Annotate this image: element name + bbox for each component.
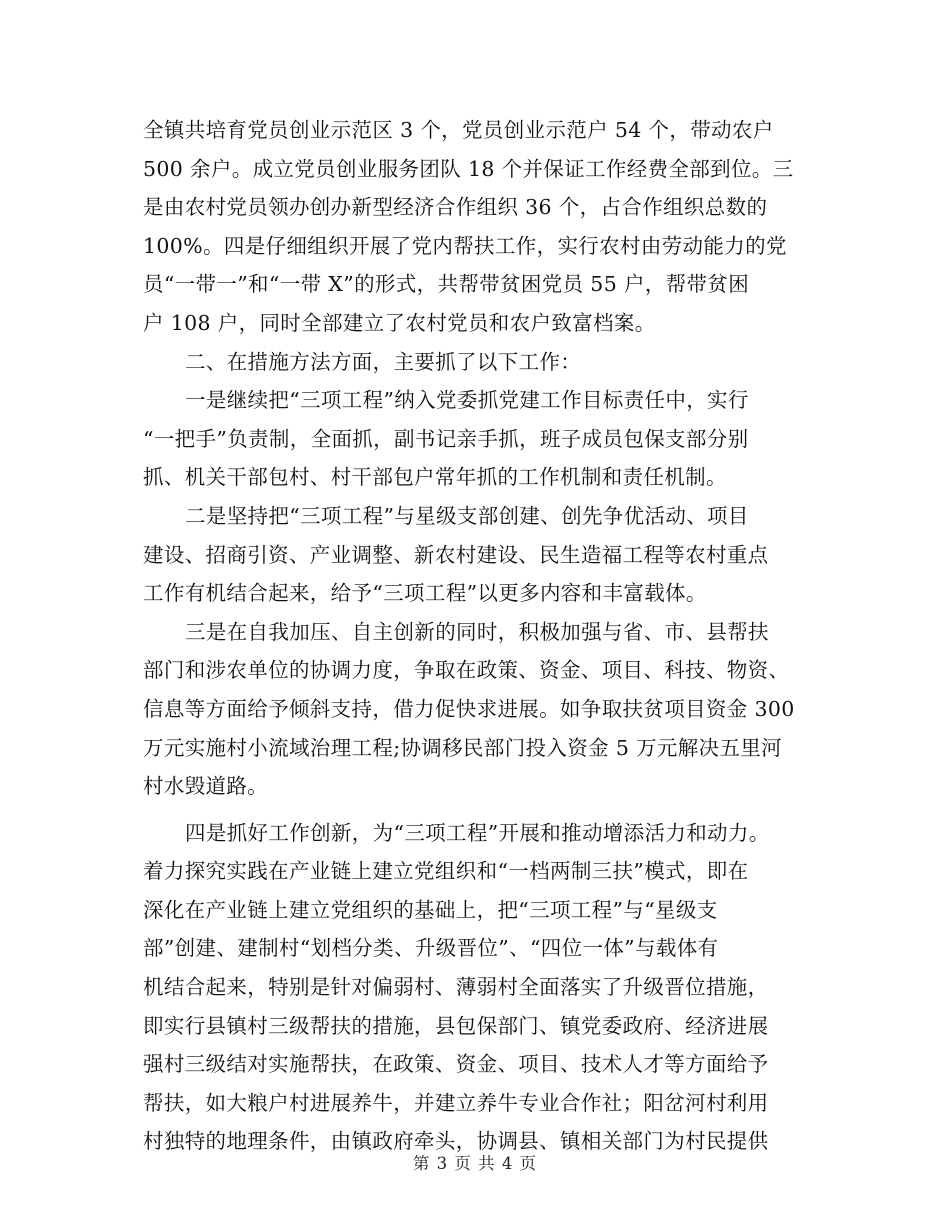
text-line-24: 即实行县镇村三级帮扶的措施，县包保部门、镇党委政府、经济进展	[143, 1013, 769, 1038]
text-line-13: 工作有机结合起来，给予“三项工程”以更多内容和丰富载体。	[143, 581, 707, 606]
text-line-16: 信息等方面给予倾斜支持，借力促快求进展。如争取扶贫项目资金 300	[143, 696, 795, 721]
text-line-14: 三是在自我加压、自主创新的同时，积极加强与省、市、县帮扶	[185, 619, 769, 644]
text-line-18: 村水毁道路。	[143, 774, 269, 799]
text-line-6: 户 108 户，同时全部建立了农村党员和农户致富档案。	[143, 310, 656, 335]
text-line-5: 员“一带一”和“一带 X”的形式，共帮带贫困党员 55 户，帮带贫困	[143, 272, 750, 297]
text-line-26: 帮扶，如大粮户村进展养牛，并建立养牛专业合作社；阳岔河村利用	[143, 1090, 769, 1115]
text-line-23: 机结合起来，特别是针对偏弱村、薄弱村全面落实了升级晋位措施，	[143, 975, 769, 1000]
text-line-10: 抓、机关干部包村、村干部包户常年抓的工作机制和责任机制。	[143, 465, 727, 490]
text-line-9: “一把手”负责制，全面抓，副书记亲手抓，班子成员包保支部分别	[143, 426, 749, 451]
document-body	[143, 111, 807, 1161]
text-line-3: 是由农村党员领办创办新型经济合作组织 36 个，占合作组织总数的	[143, 195, 768, 220]
text-line-19: 四是抓好工作创新，为“三项工程”开展和推动增添活力和动力。	[185, 820, 770, 845]
text-line-1: 全镇共培育党员创业示范区 3 个，党员创业示范户 54 个，带动农户	[143, 118, 774, 142]
text-line-2: 500 余户。成立党员创业服务团队 18 个并保证工作经费全部到位。三	[143, 156, 794, 181]
text-line-11: 二是坚持把“三项工程”与星级支部创建、创先争优活动、项目	[185, 503, 749, 528]
paragraph-gap	[143, 806, 807, 814]
text-line-4: 100%。四是仔细组织开展了党内帮扶工作，实行农村由劳动能力的党	[143, 233, 787, 258]
text-line-17: 万元实施村小流域治理工程;协调移民部门投入资金 5 万元解决五里河	[143, 735, 783, 760]
text-line-22: 部”创建、建制村“划档分类、升级晋位”、“四位一体”与载体有	[143, 936, 719, 961]
text-line-15: 部门和涉农单位的协调力度，争取在政策、资金、项目、科技、物资、	[143, 658, 790, 683]
section-heading: 二、在措施方法方面，主要抓了以下工作：	[185, 349, 582, 374]
text-line-12: 建设、招商引资、产业调整、新农村建设、民生造福工程等农村重点	[143, 542, 769, 567]
text-line-8: 一是继续把“三项工程”纳入党委抓党建工作目标责任中，实行	[185, 388, 749, 413]
text-line-21: 深化在产业链上建立党组织的基础上，把“三项工程”与“星级支	[143, 897, 718, 922]
text-line-20: 着力探究实践在产业链上建立党组织和“一档两制三扶”模式，即在	[143, 859, 749, 884]
page-number-footer: 第 3 页 共 4 页	[412, 1154, 538, 1173]
text-line-25: 强村三级结对实施帮扶，在政策、资金、项目、技术人才等方面给予	[143, 1052, 769, 1077]
text-line-27: 村独特的地理条件，由镇政府牵头，协调县、镇相关部门为村民提供	[143, 1129, 769, 1154]
